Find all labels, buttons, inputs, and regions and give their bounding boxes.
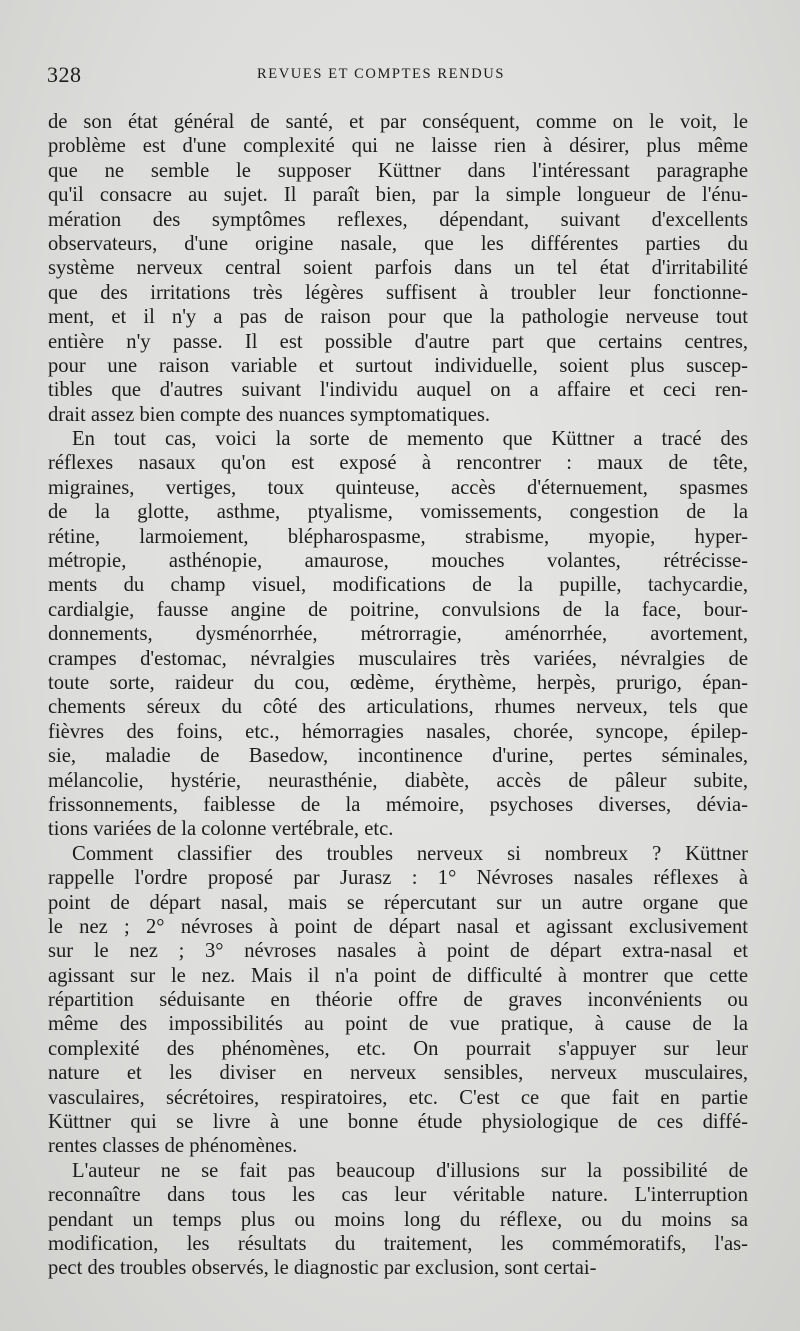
text-line: Comment classifier des troubles nerveux si nombreux ? Küttner: [72, 842, 748, 865]
text-line: fièvres des foins, etc., hémorragies nasales, chorée, syncope, épilep-: [48, 720, 748, 743]
text-line: système nerveux central soient parfois dans un tel état d'irritabilité: [48, 257, 748, 280]
text-line: réflexes nasaux qu'on est exposé à rencontrer : maux de tête,: [48, 452, 748, 475]
text-line: de son état général de santé, et par conséquent, comme on le voit, le: [48, 111, 748, 133]
page-header: [47, 62, 760, 88]
text-line: pendant un temps plus ou moins long du réflexe, ou du moins sa: [48, 1208, 748, 1231]
text-line: migraines, vertiges, toux quinteuse, accès d'éternuement, spasmes: [48, 476, 748, 499]
text-line: répartition séduisante en théorie offre de graves inconvénients ou: [48, 989, 748, 1012]
text-line: frissonnements, faiblesse de la mémoire, psychoses diverses, dévia-: [48, 793, 748, 816]
text-line: mération des symptômes reflexes, dépendant, suivant d'excellents: [48, 208, 748, 231]
text-line: tions variées de la colonne vertébrale, etc.: [48, 818, 394, 841]
text-line: observateurs, d'une origine nasale, que les différentes parties du: [48, 232, 748, 255]
text-line: sur le nez ; 3° névroses nasales à point de départ extra-nasal et: [48, 940, 748, 963]
text-line: que ne semble le supposer Küttner dans l'intéressant paragraphe: [48, 159, 748, 182]
text-line: pour une raison variable et surtout individuelle, soient plus suscep-: [48, 354, 748, 377]
paragraph: [48, 427, 748, 842]
text-line: rétine, larmoiement, blépharospasme, strabisme, myopie, hyper-: [48, 525, 748, 548]
text-line: L'auteur ne se fait pas beaucoup d'illusions sur la possibilité de: [72, 1159, 748, 1182]
body-text: [48, 110, 748, 1281]
text-line: métropie, asthénopie, amaurose, mouches volantes, rétrécisse-: [48, 550, 748, 573]
text-line: En tout cas, voici la sorte de memento que Küttner a tracé des: [72, 428, 748, 451]
text-line: agissant sur le nez. Mais il n'a point de difficulté à montrer que cette: [48, 964, 748, 987]
text-line: ments du champ visuel, modifications de la pupille, tachycardie,: [48, 574, 748, 597]
text-line: modification, les résultats du traitement, les commémoratifs, l'as-: [48, 1232, 748, 1255]
text-line: ment, et il n'y a pas de raison pour que la pathologie nerveuse tout: [48, 306, 748, 329]
text-line: rentes classes de phénomènes.: [48, 1135, 298, 1158]
text-line: de la glotte, asthme, ptyalisme, vomissements, congestion de la: [48, 501, 748, 524]
text-line: chements séreux du côté des articulations, rhumes nerveux, tels que: [48, 696, 748, 719]
text-line: rappelle l'ordre proposé par Jurasz : 1° Névroses nasales réflexes à: [48, 867, 748, 890]
text-line: reconnaître dans tous les cas leur véritable nature. L'interruption: [48, 1184, 748, 1207]
text-line: donnements, dysménorrhée, métrorragie, aménorrhée, avortement,: [48, 623, 748, 646]
running-head: REVUES ET COMPTES RENDUS: [257, 66, 506, 82]
text-line: le nez ; 2° névroses à point de départ nasal et agissant exclusivement: [48, 915, 748, 938]
text-line: complexité des phénomènes, etc. On pourrait s'appuyer sur leur: [48, 1037, 748, 1060]
text-line: même des impossibilités au point de vue pratique, à cause de la: [48, 1013, 748, 1036]
text-line: nature et les diviser en nerveux sensibles, nerveux musculaires,: [48, 1062, 748, 1085]
paragraph: [48, 110, 748, 427]
text-line: sie, maladie de Basedow, incontinence d'urine, pertes séminales,: [48, 745, 748, 768]
text-line: point de départ nasal, mais se répercutant sur un autre organe que: [48, 891, 748, 914]
text-line: drait assez bien compte des nuances symptomatiques.: [48, 403, 491, 426]
text-line: qu'il consacre au sujet. Il paraît bien, par la simple longueur de l'énu-: [48, 184, 748, 207]
text-line: cardialgie, fausse angine de poitrine, convulsions de la face, bour-: [48, 598, 748, 621]
paragraph: [48, 842, 748, 1159]
page-number: 328: [47, 62, 82, 87]
text-line: pect des troubles observés, le diagnostic par exclusion, sont certai-: [48, 1257, 597, 1280]
paragraph: [48, 1159, 748, 1281]
text-line: mélancolie, hystérie, neurasthénie, diabète, accès de pâleur subite,: [48, 769, 748, 792]
text-line: vasculaires, sécrétoires, respiratoires, etc. C'est ce que fait en partie: [48, 1086, 748, 1109]
text-line: toute sorte, raideur du cou, œdème, érythème, herpès, prurigo, épan-: [48, 671, 748, 694]
text-line: problème est d'une complexité qui ne laisse rien à désirer, plus même: [48, 135, 748, 158]
text-line: Küttner qui se livre à une bonne étude physiologique de ces diffé-: [48, 1111, 748, 1134]
text-line: crampes d'estomac, névralgies musculaires très variées, névralgies de: [48, 647, 748, 670]
text-line: entière n'y passe. Il est possible d'autre part que certains centres,: [48, 330, 748, 353]
text-line: tibles que d'autres suivant l'individu auquel on a affaire et ceci ren-: [48, 379, 748, 402]
text-line: que des irritations très légères suffisent à troubler leur fonctionne-: [48, 281, 748, 304]
